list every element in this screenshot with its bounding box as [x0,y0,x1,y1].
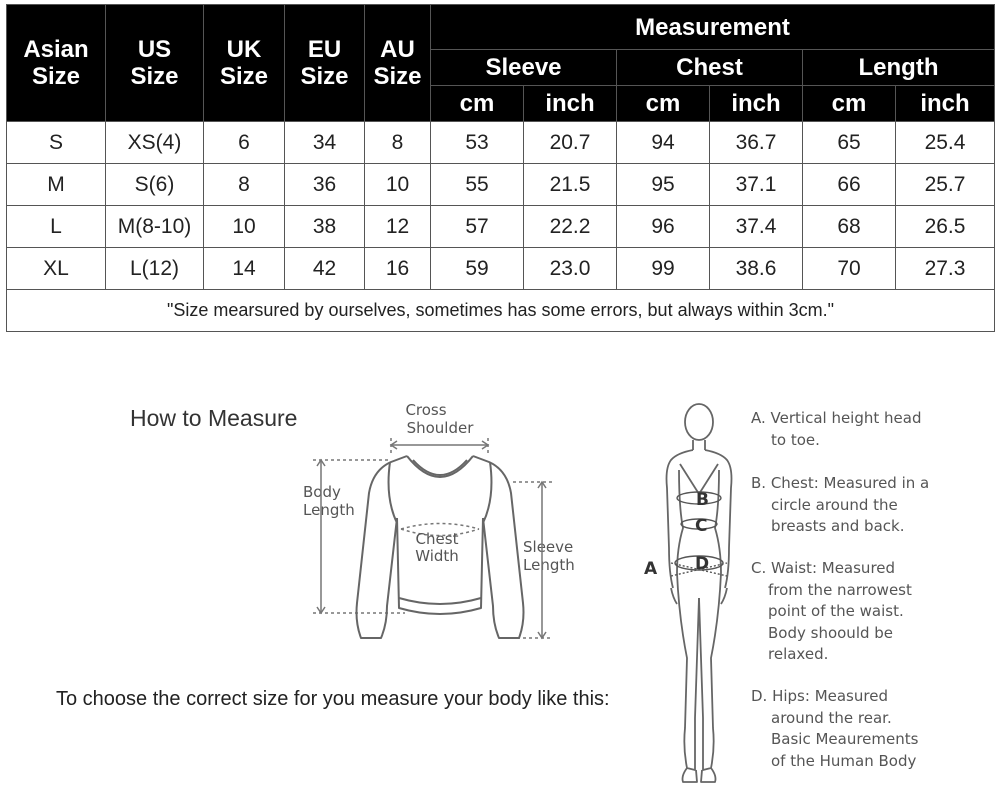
header-length-cm: cm [803,86,896,122]
body-length-label-2: Length [303,501,355,519]
cross-shoulder-label-1: Cross [405,401,447,419]
table-cell: 8 [204,164,285,206]
body-label-c: C [695,516,708,536]
legend-a: A. Vertical height head to toe. [751,409,922,449]
table-cell: 21.5 [524,164,617,206]
header-sleeve: Sleeve [431,50,617,86]
header-au-size: AU Size [365,5,431,122]
table-cell: 8 [365,122,431,164]
table-cell: 14 [204,248,285,290]
table-cell: 95 [617,164,710,206]
size-note: "Size mearsured by ourselves, sometimes has some errors, but always within 3cm." [7,290,995,332]
sleeve-length-label-2: Length [523,556,575,574]
sleeve-length-label-1: Sleeve [523,538,574,556]
table-cell: L(12) [106,248,204,290]
header-measurement: Measurement [431,5,995,50]
table-cell: 36 [285,164,365,206]
table-cell: XL [7,248,106,290]
table-cell: 25.7 [896,164,995,206]
chest-width-label-1: Chest [415,530,459,548]
table-cell: M [7,164,106,206]
header-sleeve-inch: inch [524,86,617,122]
table-cell: 94 [617,122,710,164]
table-cell: 36.7 [710,122,803,164]
size-rows [7,122,995,290]
table-row [7,164,995,206]
table-cell: 37.4 [710,206,803,248]
table-cell: 27.3 [896,248,995,290]
body-label-b: B [696,490,709,510]
table-row [7,248,995,290]
table-row [7,206,995,248]
table-cell: S(6) [106,164,204,206]
table-cell: 59 [431,248,524,290]
body-length-label-1: Body [303,483,341,501]
table-cell: 10 [365,164,431,206]
table-cell: 65 [803,122,896,164]
header-eu-size: EU Size [285,5,365,122]
table-cell: 34 [285,122,365,164]
header-asian-size: Asian Size [7,5,106,122]
table-cell: 96 [617,206,710,248]
table-row [7,122,995,164]
header-length: Length [803,50,995,86]
header-length-inch: inch [896,86,995,122]
header-chest-inch: inch [710,86,803,122]
table-cell: 55 [431,164,524,206]
legend-d: D. Hips: Measured around the rear. Basic Meaurements of the Human Body [751,687,919,770]
body-figure [635,398,745,793]
table-cell: 37.1 [710,164,803,206]
table-cell: 12 [365,206,431,248]
table-cell: 38.6 [710,248,803,290]
table-cell: 16 [365,248,431,290]
table-cell: L [7,206,106,248]
chest-width-label-2: Width [415,547,459,565]
body-outline [667,404,732,782]
body-label-a: A [644,559,658,579]
header-chest-cm: cm [617,86,710,122]
cross-shoulder-label-2: Shoulder [406,419,474,437]
table-cell: 25.4 [896,122,995,164]
table-cell: 66 [803,164,896,206]
header-us-size: US Size [106,5,204,122]
how-to-measure-title: How to Measure [130,405,298,431]
table-cell: M(8-10) [106,206,204,248]
table-cell: 68 [803,206,896,248]
header-sleeve-cm: cm [431,86,524,122]
table-cell: 6 [204,122,285,164]
header-uk-size: UK Size [204,5,285,122]
table-cell: 26.5 [896,206,995,248]
choose-size-text: To choose the correct size for you measure your body like this: [56,688,610,710]
table-cell: S [7,122,106,164]
table-cell: 10 [204,206,285,248]
table-cell: 57 [431,206,524,248]
sweater-diagram [295,398,595,648]
table-cell: 38 [285,206,365,248]
legend-c: C. Waist: Measured from the narrowest point of the waist. Body shoould be relaxed. [751,559,912,663]
legend-b: B. Chest: Measured in a circle around the breasts and back. [751,474,930,535]
table-cell: 70 [803,248,896,290]
header-chest: Chest [617,50,803,86]
table-cell: 99 [617,248,710,290]
size-chart-table [6,4,995,332]
body-label-d: D [695,554,710,574]
table-cell: 23.0 [524,248,617,290]
table-cell: 42 [285,248,365,290]
table-cell: 20.7 [524,122,617,164]
cross-shoulder-arrow [391,438,488,456]
table-cell: XS(4) [106,122,204,164]
table-cell: 53 [431,122,524,164]
table-cell: 22.2 [524,206,617,248]
